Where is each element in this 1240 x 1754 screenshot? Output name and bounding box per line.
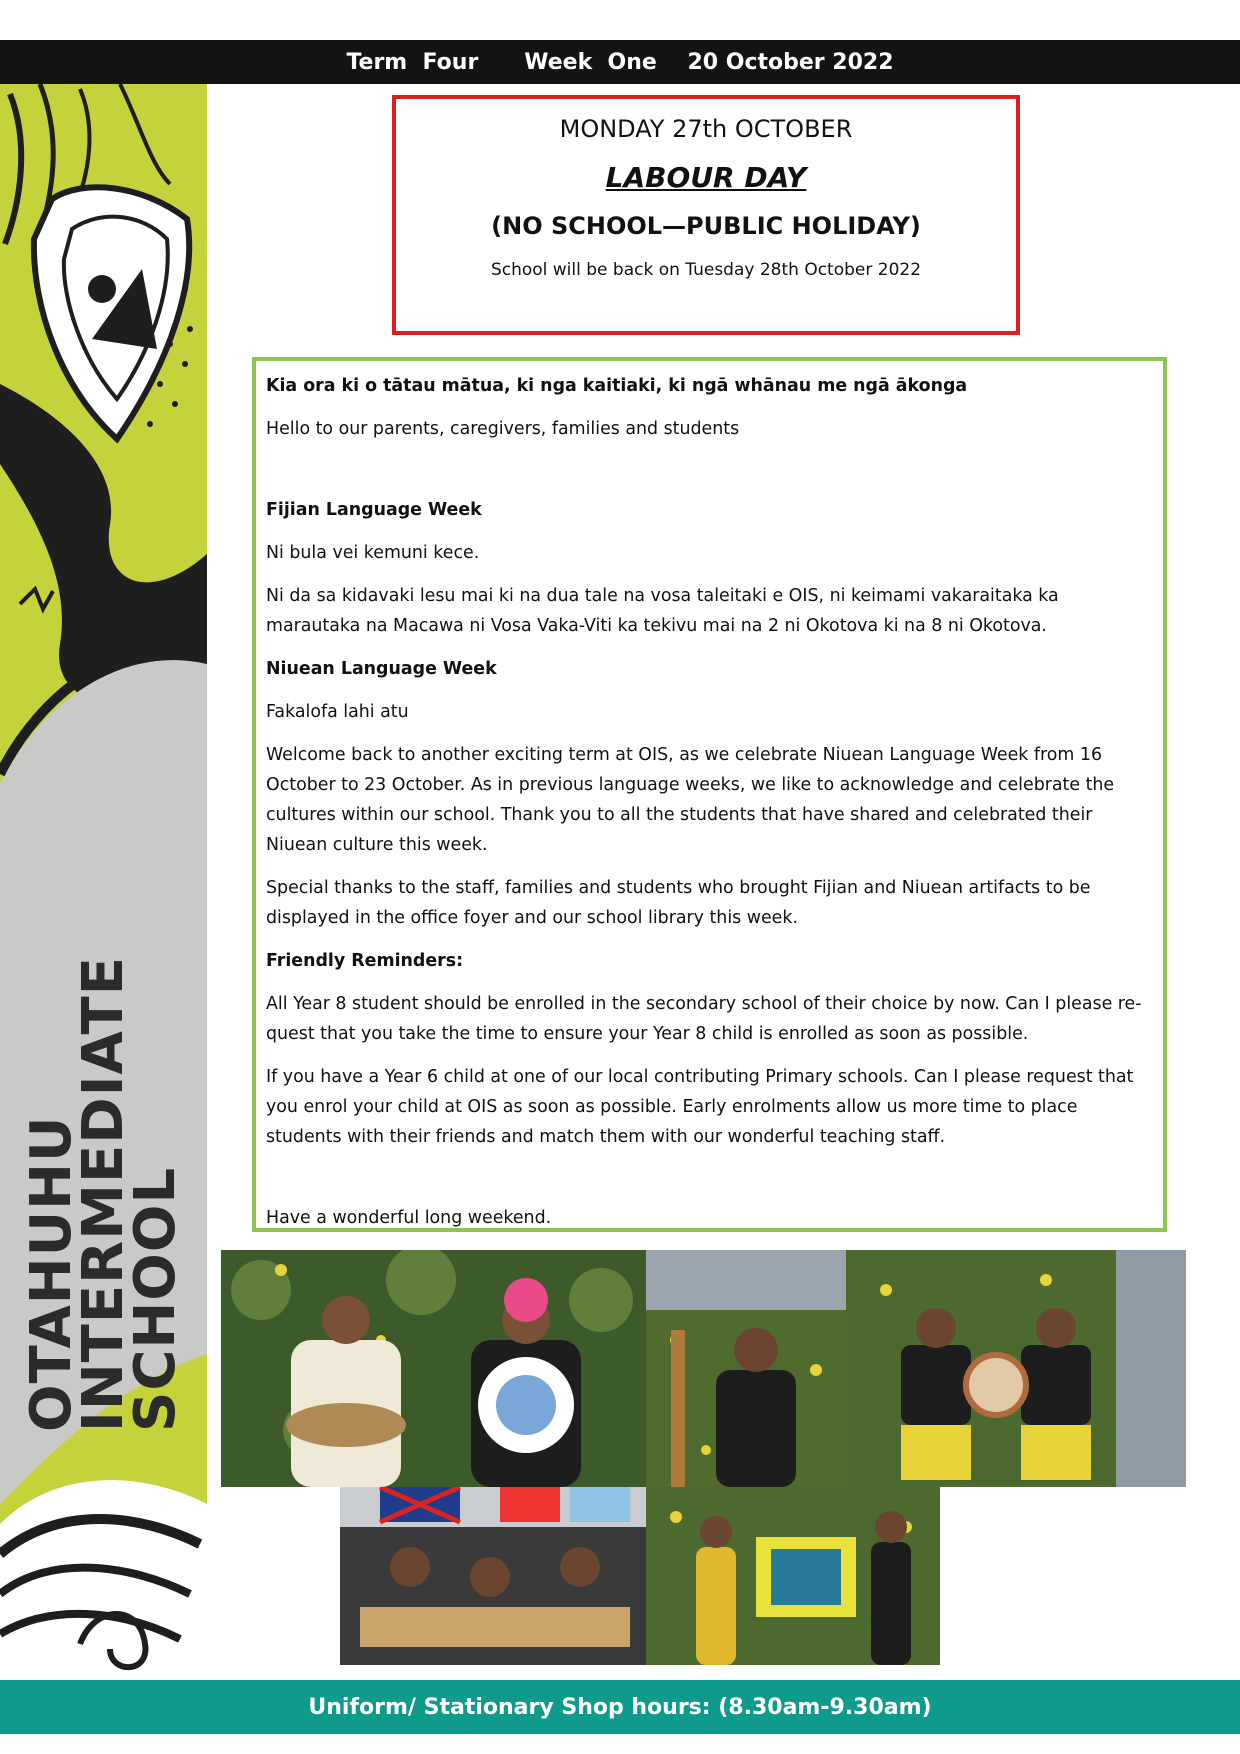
greeting-english: Hello to our parents, caregivers, families and students: [266, 419, 740, 439]
thanks-paragraph: Special thanks to the staff, families and students who brought Fijian and Niuean artifacts to be displayed in the office foyer and our school library this week.: [266, 878, 1091, 928]
photo-classroom-flags: [340, 1487, 646, 1665]
school-crest-logo: [22, 179, 202, 469]
notice-title: LABOUR DAY: [605, 161, 807, 194]
shop-hours: Uniform/ Stationary Shop hours: (8.30am-9.30am): [308, 1694, 932, 1720]
photo-two-students-artifacts: [846, 1250, 1186, 1487]
header-bar: [0, 40, 1240, 84]
header-date: 20 October 2022: [687, 49, 894, 75]
footer-bar: [0, 1680, 1240, 1734]
school-name-line1: OTAHUHU: [19, 1115, 84, 1433]
fijian-body: Ni da sa kidavaki lesu mai ki na dua tale na vosa taleitaki e OIS, ni keimami vakaraitaka ka marautaka na Macawa ni Vosa Vaka-Viti ka tekivu mai na 2 ni Okotova ki na 8 ni Okotova.: [266, 586, 1059, 636]
header-week: Week One: [524, 49, 657, 75]
reminders-heading: Friendly Reminders:: [266, 951, 464, 971]
principal-letter: [252, 357, 1167, 1232]
school-name-line3: SCHOOL: [123, 1166, 188, 1433]
fijian-heading: Fijian Language Week: [266, 500, 482, 520]
niuean-heading: Niuean Language Week: [266, 659, 497, 679]
fijian-greeting: Ni bula vei kemuni kece.: [266, 543, 480, 563]
school-name: [19, 955, 188, 1433]
notice-return-date: School will be back on Tuesday 28th October 2022: [490, 260, 922, 280]
greeting-maori: Kia ora ki o tātau mātua, ki nga kaitiaki, ki ngā whānau me ngā ākonga: [266, 376, 968, 396]
notice-subtitle: (NO SCHOOL—PUBLIC HOLIDAY): [491, 212, 921, 240]
notice-date: MONDAY 27th OCTOBER: [559, 115, 853, 143]
header-term: Term Four: [346, 49, 479, 75]
niuean-body: Welcome back to another exciting term at OIS, as we celebrate Niuean Language Week from 16 October to 23 October. As in previous language weeks, we like to acknowledge and celebrate the cultures within our school. Thank you to all the students that have shared and celebrated their Niuean culture this week.: [266, 745, 1115, 855]
photo-fijian-students: [221, 1250, 646, 1487]
niuean-greeting: Fakalofa lahi atu: [266, 702, 409, 722]
school-name-line2: INTERMEDIATE: [71, 955, 136, 1433]
reminder-year6: If you have a Year 6 child at one of our local contributing Primary schools. Can I please request that you enrol your child at OIS as soon as possible. Early enrolments allow us more time to place students with their friends and match them with our wonderful teaching staff.: [266, 1067, 1134, 1147]
signoff: Have a wonderful long weekend.: [266, 1208, 552, 1228]
photo-family-niuean-cloth: [646, 1487, 940, 1665]
reminder-year8: All Year 8 student should be enrolled in the secondary school of their choice by now. Can I please re-quest that you take the time to ensure your Year 8 child is enrolled as soon as possible.: [266, 994, 1142, 1044]
photo-niuean-student: [646, 1250, 846, 1487]
sidebar-banner: [0, 84, 207, 1678]
labour-day-notice: [392, 95, 1020, 335]
